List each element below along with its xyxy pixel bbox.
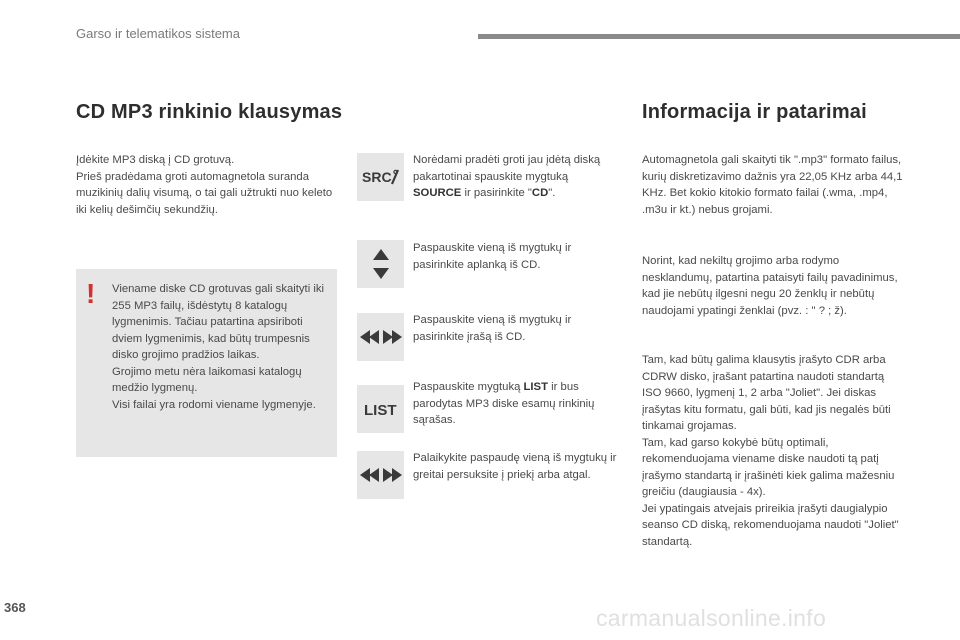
step-list-text: Paspauskite mygtuką LIST ir bus parodytas MP3 diske esamų rinkinių sąrašas. [413, 381, 595, 426]
src-label: SRC [361, 169, 392, 185]
list-button-icon [357, 385, 404, 433]
up-down-arrows-icon [357, 240, 404, 288]
list-label: LIST [363, 402, 396, 419]
left-right-arrows-icon [357, 451, 404, 499]
section-heading-cd-mp3: CD MP3 rinkinio klausymas [76, 101, 343, 123]
src-button-icon [357, 153, 404, 201]
section-heading-info: Informacija ir patarimai [642, 101, 867, 123]
info-paragraph-format: Automagnetola gali skaityti tik ".mp3" formato failus, kurių diskretizavimo dažnis yra 22,05 KHz arba 44,1 KHz. Bet kokio kitokio formato failai (.wma, .mp4, .m3u ir kt.) nebus grojami. [642, 154, 903, 216]
header-bar [478, 34, 960, 39]
warning-text: Viename diske CD grotuvas gali skaityti iki 255 MP3 failų, išdėstytų 8 katalogų lygmenimis. Tačiau patartina apsiriboti dviem lygmenimis, kad būtų trumpesnis disko grojimo pradžios laikas. Grojimo metu nėra laikomasi katalogų medžio lygmenų. Visi failai yra rodomi viename lygmenyje. [112, 283, 325, 411]
page-number: 368 [4, 600, 26, 615]
intro-paragraph: Įdėkite MP3 diską į CD grotuvą. Prieš pradėdama groti automagnetola suranda muzikinių dalių visumą, o tai gali užtrukti nuo keleto iki kelių dešimčių sekundžių. [76, 154, 333, 216]
step-track-text: Paspauskite vieną iš mygtukų ir pasirinkite įrašą iš CD. [413, 314, 572, 343]
step-fast-search-text: Palaikykite paspaudę vieną iš mygtukų ir greitai persuksite į priekį arba atgal. [413, 452, 617, 481]
header-title: Garso ir telematikos sistema [76, 26, 240, 41]
info-paragraph-burning: Tam, kad būtų galima klausytis įrašyto CDR arba CDRW disko, įrašant patartina naudoti standartą ISO 9660, lygmenį 1, 2 arba "Joliet". Jei diskas įrašytas kitu formatu, gali būti, kad jis negalės būti tinkamai grojamas. Tam, kad garso kokybė būtų optimali, rekomenduojama viename diske naudoti tą patį įrašymo standartą ir įrašinėti kiek galima mažesniu greičiu (daugiausia - 4x). Jei ypatingais atvejais prireikia įrašyti daugialypio seanso CD diską, rekomenduojama naudoti "Joliet" standartą. [642, 354, 899, 548]
step-source-text: Norėdami pradėti groti jau įdėtą diską pakartotinai spauskite mygtuką SOURCE ir pasirinkite "CD". [413, 154, 601, 199]
warning-icon: ! [86, 278, 96, 309]
left-right-arrows-icon [357, 313, 404, 361]
step-folder-text: Paspauskite vieną iš mygtukų ir pasirinkite aplanką iš CD. [413, 242, 572, 271]
info-paragraph-filenames: Norint, kad nekiltų grojimo arba rodymo nesklandumų, patartina pataisyti failų pavadinimus, kad jie nebūtų ilgesni negu 20 ženklų ir nebūtų naudojami ypatingi ženklai (pvz. : " ? ; ž). [642, 255, 898, 317]
watermark: carmanualsonline.info [596, 605, 827, 631]
